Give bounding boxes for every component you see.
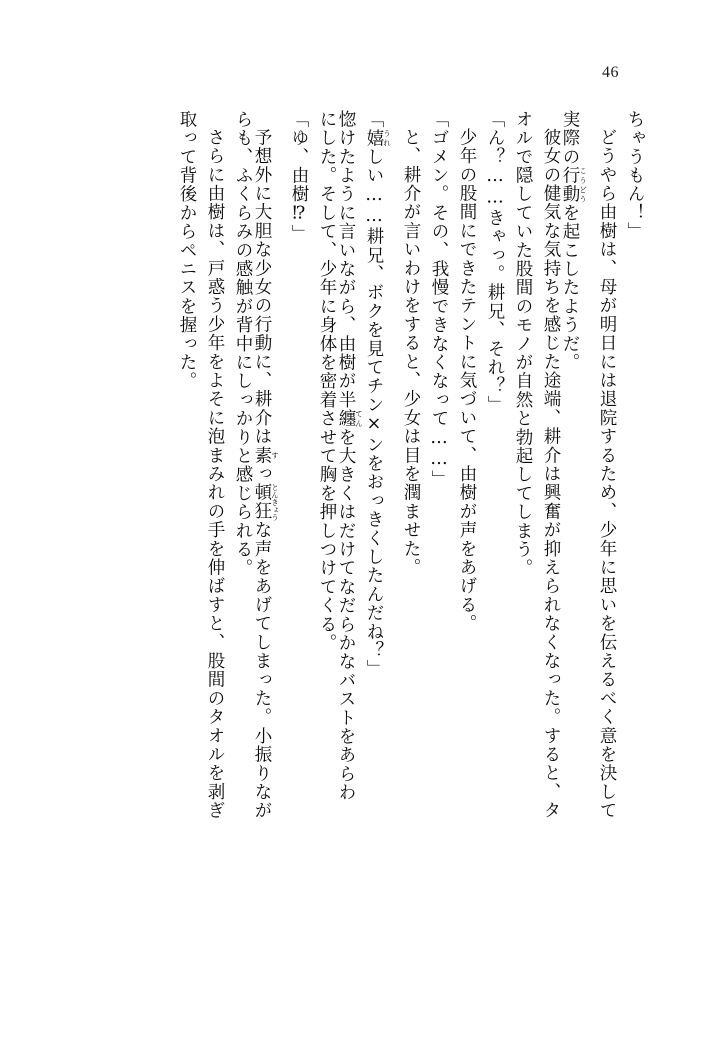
text-line: ちゃうもん！」	[625, 110, 645, 241]
text-line: 彼女の健気な気持ちを感じた途端、耕介は興奮が抑えられなくなった。すると、タ	[541, 128, 561, 820]
text-line: 惚けたように言いながら、由樹が半纏てんを大きくはだけてなだらかなバストをあらわ	[336, 110, 364, 802]
vertical-text-body	[60, 110, 643, 980]
text-line: 少年の股間にできたテントに気づいて、由樹が声をあげる。	[457, 128, 477, 633]
text-line: オルで隠していた股間のモノが自然と勃起してしまう。	[513, 110, 533, 578]
text-line: 「嬉うれしい……耕兄、ボクを見てチン×ンをおっきくしたんだね？」	[364, 110, 392, 679]
page-number: 46	[602, 64, 619, 81]
text-line: どうやら由樹は、母が明日には退院するため、少年に思いを伝えるべく意を決して	[597, 128, 617, 820]
text-line: 「ん？……きゃっ。耕兄、それ？」	[485, 110, 505, 415]
text-line: らも、ふくらみの感触が背中にしっかりと感じられる。	[233, 110, 253, 578]
text-line: 「ゆ、由樹⁉」	[289, 110, 309, 244]
text-line: 実際の行動こうどうを起こしたようだ。	[560, 110, 588, 372]
text-line: 「ゴメン。その、我慢できなくなって……」	[429, 110, 449, 489]
text-line: 取って背後からペニスを握った。	[177, 110, 197, 391]
text-line: 予想外に大胆な少女の行動に、耕介は素すっ頓狂とんきょうな声をあげてしまった。小振りなが	[252, 128, 280, 820]
text-line: さらに由樹は、戸惑う少年をよそに泡まみれの手を伸ばすと、股間のタオルを剥ぎ	[205, 128, 225, 820]
text-line: にした。そして、少年に身体を密着させて胸を押しつけてくる。	[317, 110, 337, 653]
text-line: と、耕介が言いわけをすると、少女は目を潤ませた。	[401, 128, 421, 577]
